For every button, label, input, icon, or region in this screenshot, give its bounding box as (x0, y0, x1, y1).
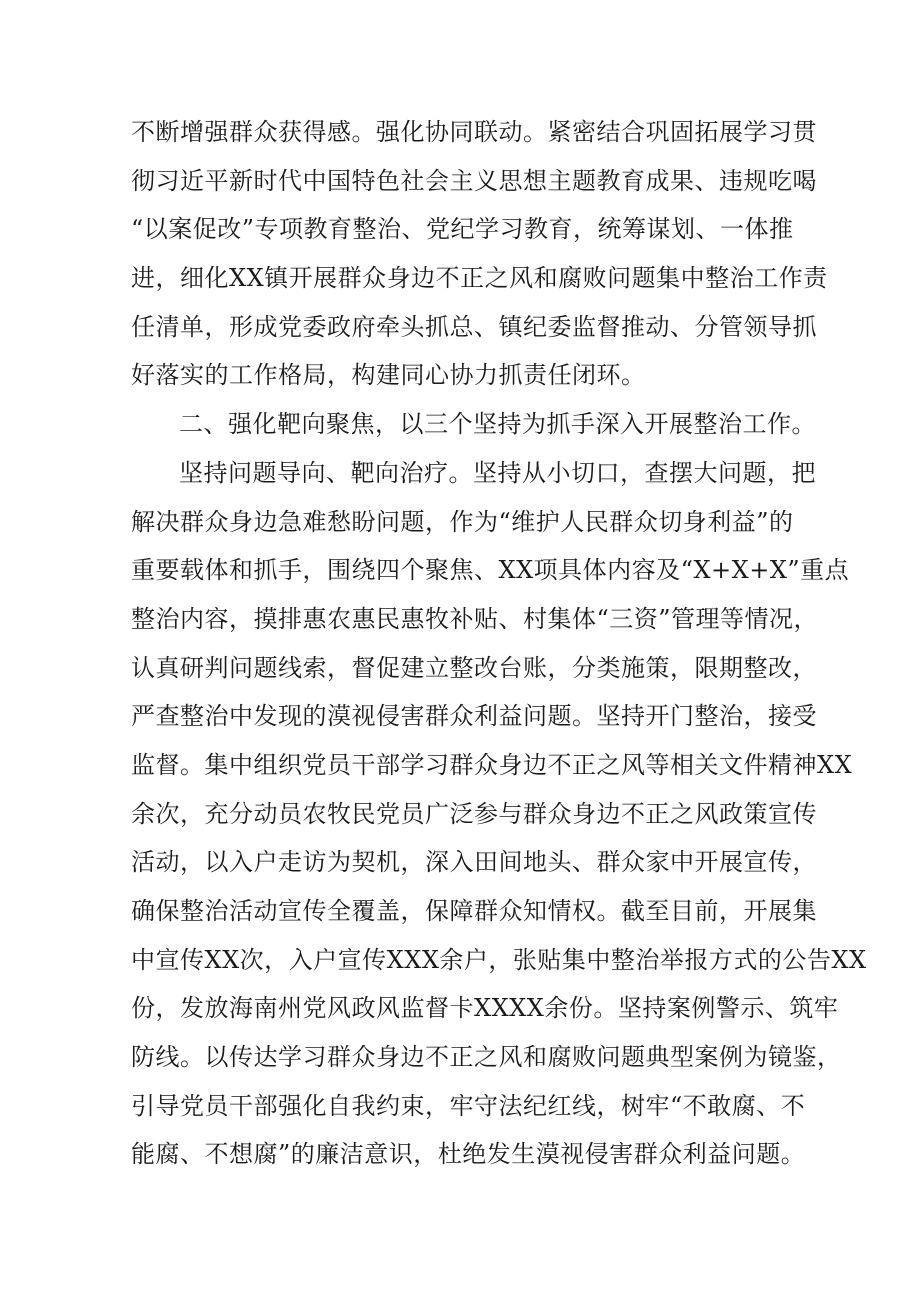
text-line: 活动，以入户走访为契机，深入田间地头、群众家中开展宣传， (131, 848, 817, 877)
text-line: 余次，充分动员农牧民党员广泛参与群众身边不正之风政策宣传 (131, 799, 817, 828)
text-line: 解决群众身边急难愁盼问题，作为“维护人民群众切身利益”的 (131, 507, 794, 536)
body-text (131, 108, 867, 1179)
text-line: 重要载体和抓手，围绕四个聚焦、XX项具体内容及“X+X+X”重点 (131, 556, 850, 585)
text-line: 份，发放海南州党风政风监督卡XXXX余份。坚持案例警示、筑牢 (131, 994, 839, 1023)
text-line: 任清单，形成党委政府牵头抓总、镇纪委监督推动、分管领导抓 (131, 312, 817, 341)
text-line: 严查整治中发现的漠视侵害群众利益问题。坚持开门整治，接受 (131, 702, 817, 731)
text-line: 防线。以传达学习群众身边不正之风和腐败问题典型案例为镜鉴， (131, 1043, 842, 1072)
text-line: 引导党员干部强化自我约束，牢守法纪红线，树牢“不敢腐、不 (131, 1091, 806, 1120)
text-line: 好落实的工作格局，构建同心协力抓责任闭环。 (131, 361, 646, 390)
text-line: 彻习近平新时代中国特色社会主义思想主题教育成果、违规吃喝 (131, 166, 817, 195)
text-line: 整治内容，摸排惠农惠民惠牧补贴、村集体“三资”管理等情况， (131, 604, 819, 633)
text-line: 中宣传XX次，入户宣传XXX余户，张贴集中整治举报方式的公告XX (131, 945, 867, 974)
text-line: 监督。集中组织党员干部学习群众身边不正之风等相关文件精神XX (131, 750, 853, 779)
text-line: “以案促改”专项教育整治、党纪学习教育，统筹谋划、一体推 (131, 215, 794, 244)
text-line: 不断增强群众获得感。强化协同联动。紧密结合巩固拓展学习贯 (131, 118, 817, 146)
text-line: 认真研判问题线索，督促建立整改台账，分类施策，限期整改， (131, 653, 817, 682)
text-line: 坚持问题导向、靶向治疗。坚持从小切口，查摆大问题，把 (179, 458, 816, 487)
section-heading: 二、强化靶向聚焦，以三个坚持为抓手深入开展整治工作。 (179, 410, 816, 439)
text-line: 确保整治活动宣传全覆盖，保障群众知情权。截至目前，开展集 (131, 897, 817, 925)
text-line: 能腐、不想腐”的廉洁意识，杜绝发生漠视侵害群众利益问题。 (131, 1140, 806, 1169)
text-line: 进，细化XX镇开展群众身边不正之风和腐败问题集中整治工作责 (131, 264, 828, 293)
